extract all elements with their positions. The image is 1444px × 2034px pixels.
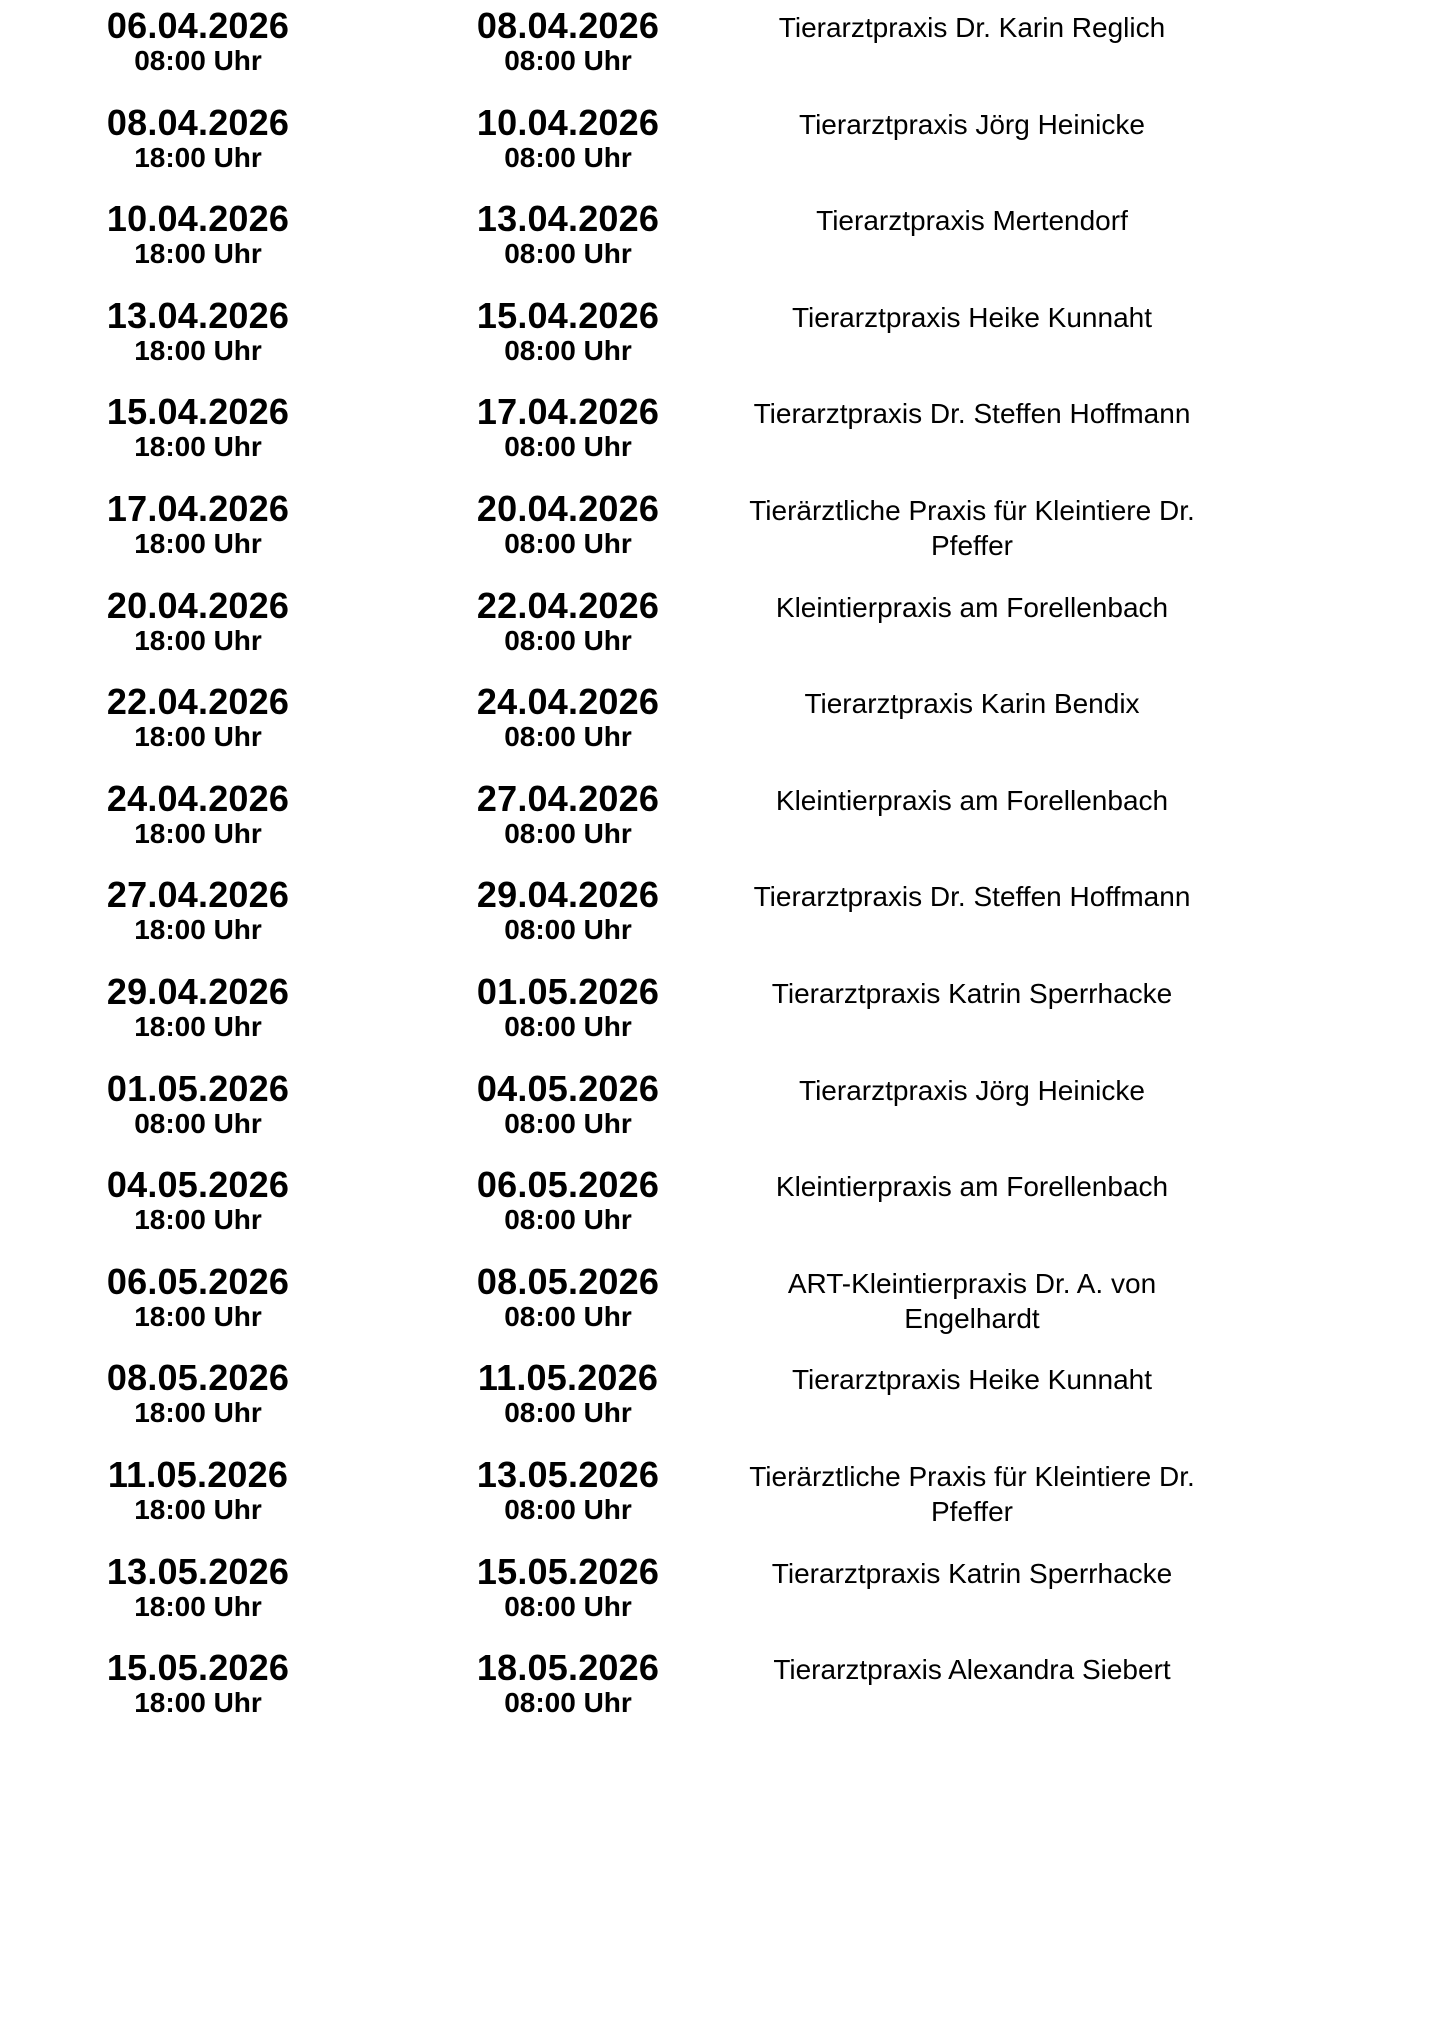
from-cell	[96, 1455, 300, 1527]
to-cell	[466, 972, 670, 1044]
from-cell	[96, 1262, 300, 1334]
from-cell	[96, 199, 300, 271]
to-time: 08:00 Uhr	[504, 238, 632, 270]
to-cell	[466, 1262, 670, 1334]
to-time: 08:00 Uhr	[504, 528, 632, 559]
to-date: 15.05.2026	[476, 1550, 660, 1592]
from-date: 15.04.2026	[106, 391, 290, 433]
practice-cell	[722, 1455, 1222, 1529]
from-date: 17.04.2026	[106, 488, 290, 529]
to-cell	[466, 1358, 670, 1430]
practice-name: Tierarztpraxis Katrin Sperrhacke	[771, 978, 1173, 1009]
from-cell	[96, 1069, 300, 1141]
from-time: 18:00 Uhr	[134, 1204, 262, 1236]
from-cell	[96, 875, 300, 947]
practice-cell	[722, 1069, 1222, 1108]
practice-cell	[722, 103, 1222, 142]
practice-name: Kleintierpraxis am Forellenbach	[775, 784, 1169, 816]
to-date: 29.04.2026	[476, 874, 660, 916]
to-cell	[466, 199, 670, 271]
from-time: 18:00 Uhr	[134, 1397, 262, 1429]
to-date: 24.04.2026	[476, 681, 660, 723]
practice-cell	[722, 392, 1222, 431]
from-time: 18:00 Uhr	[134, 1687, 262, 1719]
practice-cell	[722, 779, 1222, 818]
from-cell	[96, 1648, 300, 1720]
schedule-row	[0, 1648, 1444, 1744]
schedule-row	[0, 1552, 1444, 1648]
from-time: 18:00 Uhr	[134, 141, 262, 173]
practice-name: Tierarztpraxis Heike Kunnaht	[791, 1364, 1152, 1396]
practice-name: Tierärztliche Praxis für Kleintiere Dr. Pfeffer	[749, 1461, 1195, 1527]
to-time: 08:00 Uhr	[504, 1397, 632, 1429]
to-cell	[466, 489, 670, 561]
to-time: 08:00 Uhr	[504, 141, 632, 173]
to-cell	[466, 586, 670, 658]
from-cell	[96, 1165, 300, 1237]
to-cell	[466, 1552, 670, 1624]
practice-name: Tierarztpraxis Jörg Heinicke	[799, 1074, 1145, 1106]
schedule-row	[0, 779, 1444, 875]
from-time: 18:00 Uhr	[134, 817, 262, 849]
to-cell	[466, 1648, 670, 1720]
to-cell	[466, 1069, 670, 1141]
practice-name: Kleintierpraxis am Forellenbach	[775, 591, 1169, 623]
to-date: 18.05.2026	[476, 1647, 660, 1689]
practice-name: Kleintierpraxis am Forellenbach	[775, 1171, 1169, 1203]
from-date: 06.05.2026	[106, 1260, 290, 1302]
from-cell	[96, 1358, 300, 1430]
to-date: 04.05.2026	[476, 1067, 660, 1109]
from-date: 20.04.2026	[106, 584, 290, 626]
to-time: 08:00 Uhr	[504, 1494, 632, 1525]
to-cell	[466, 1165, 670, 1237]
from-date: 13.04.2026	[106, 294, 290, 336]
practice-cell	[722, 1552, 1222, 1591]
practice-name: Tierarztpraxis Katrin Sperrhacke	[771, 1557, 1173, 1589]
schedule-row	[0, 1455, 1444, 1551]
from-date: 01.05.2026	[106, 1067, 290, 1109]
from-time: 18:00 Uhr	[134, 431, 262, 463]
practice-name: Tierarztpraxis Dr. Steffen Hoffmann	[753, 398, 1191, 430]
from-date: 24.04.2026	[106, 777, 290, 819]
practice-name: Tierarztpraxis Alexandra Siebert	[773, 1654, 1171, 1686]
to-date: 22.04.2026	[476, 584, 660, 626]
from-cell	[96, 392, 300, 464]
to-time: 08:00 Uhr	[504, 1011, 632, 1042]
from-date: 22.04.2026	[106, 681, 290, 723]
from-time: 08:00 Uhr	[134, 45, 262, 76]
to-cell	[466, 682, 670, 754]
practice-name: Tierarztpraxis Karin Bendix	[804, 688, 1140, 720]
to-cell	[466, 103, 670, 175]
from-date: 13.05.2026	[106, 1550, 290, 1592]
from-time: 18:00 Uhr	[134, 334, 262, 366]
practice-cell	[722, 972, 1222, 1011]
from-time: 18:00 Uhr	[134, 1300, 262, 1332]
from-date: 08.04.2026	[106, 101, 290, 143]
from-time: 18:00 Uhr	[134, 721, 262, 753]
to-date: 13.05.2026	[476, 1454, 660, 1495]
from-time: 08:00 Uhr	[134, 1107, 262, 1139]
to-date: 06.05.2026	[476, 1164, 660, 1206]
to-date: 01.05.2026	[476, 971, 660, 1012]
to-cell	[466, 6, 670, 78]
to-date: 15.04.2026	[476, 294, 660, 336]
to-time: 08:00 Uhr	[504, 431, 632, 463]
practice-name: Tierärztliche Praxis für Kleintiere Dr. Pfeffer	[749, 495, 1195, 561]
to-date: 08.04.2026	[476, 5, 660, 46]
to-cell	[466, 392, 670, 464]
practice-name: Tierarztpraxis Heike Kunnaht	[791, 301, 1152, 333]
schedule-row	[0, 1069, 1444, 1165]
schedule-row	[0, 875, 1444, 971]
from-date: 27.04.2026	[106, 874, 290, 916]
practice-cell	[722, 682, 1222, 721]
from-cell	[96, 972, 300, 1044]
to-cell	[466, 1455, 670, 1527]
to-date: 10.04.2026	[476, 101, 660, 143]
to-time: 08:00 Uhr	[504, 1687, 632, 1719]
schedule-row	[0, 392, 1444, 488]
practice-cell	[722, 1648, 1222, 1687]
from-cell	[96, 586, 300, 658]
from-cell	[96, 296, 300, 368]
practice-cell	[722, 489, 1222, 563]
to-date: 27.04.2026	[476, 777, 660, 819]
practice-cell	[722, 6, 1222, 45]
from-time: 18:00 Uhr	[134, 1590, 262, 1622]
from-cell	[96, 6, 300, 78]
from-cell	[96, 489, 300, 561]
schedule-row	[0, 1262, 1444, 1358]
to-cell	[466, 779, 670, 851]
practice-cell	[722, 296, 1222, 335]
to-date: 17.04.2026	[476, 391, 660, 433]
schedule-row	[0, 586, 1444, 682]
to-time: 08:00 Uhr	[504, 1300, 632, 1332]
from-date: 08.05.2026	[106, 1357, 290, 1399]
from-date: 29.04.2026	[106, 971, 290, 1012]
to-time: 08:00 Uhr	[504, 721, 632, 753]
schedule-row	[0, 1358, 1444, 1454]
from-cell	[96, 1552, 300, 1624]
from-cell	[96, 103, 300, 175]
to-date: 20.04.2026	[476, 488, 660, 529]
schedule-row	[0, 199, 1444, 295]
practice-name: Tierarztpraxis Dr. Karin Reglich	[778, 12, 1166, 43]
to-date: 08.05.2026	[476, 1260, 660, 1302]
to-time: 08:00 Uhr	[504, 817, 632, 849]
from-cell	[96, 779, 300, 851]
to-date: 13.04.2026	[476, 198, 660, 240]
to-time: 08:00 Uhr	[504, 1204, 632, 1236]
from-time: 18:00 Uhr	[134, 1494, 262, 1525]
schedule-row	[0, 103, 1444, 199]
to-time: 08:00 Uhr	[504, 914, 632, 946]
from-time: 18:00 Uhr	[134, 238, 262, 270]
to-time: 08:00 Uhr	[504, 45, 632, 76]
from-date: 15.05.2026	[106, 1647, 290, 1689]
schedule-row	[0, 296, 1444, 392]
practice-name: Tierarztpraxis Mertendorf	[816, 205, 1128, 237]
from-cell	[96, 682, 300, 754]
to-cell	[466, 296, 670, 368]
from-time: 18:00 Uhr	[134, 624, 262, 656]
practice-cell	[722, 1165, 1222, 1204]
practice-cell	[722, 875, 1222, 914]
practice-cell	[722, 1358, 1222, 1397]
from-time: 18:00 Uhr	[134, 914, 262, 946]
from-date: 10.04.2026	[106, 198, 290, 240]
to-time: 08:00 Uhr	[504, 1107, 632, 1139]
to-date: 11.05.2026	[477, 1357, 659, 1399]
practice-cell	[722, 199, 1222, 238]
practice-cell	[722, 586, 1222, 625]
practice-name: Tierarztpraxis Dr. Steffen Hoffmann	[753, 881, 1191, 913]
from-date: 06.04.2026	[106, 5, 290, 46]
from-date: 04.05.2026	[106, 1164, 290, 1206]
from-date: 11.05.2026	[107, 1454, 289, 1495]
from-time: 18:00 Uhr	[134, 528, 262, 559]
to-cell	[466, 875, 670, 947]
schedule-row	[0, 682, 1444, 778]
schedule-row	[0, 6, 1444, 102]
from-time: 18:00 Uhr	[134, 1011, 262, 1042]
to-time: 08:00 Uhr	[504, 624, 632, 656]
schedule-row	[0, 489, 1444, 585]
practice-name: ART-Kleintierpraxis Dr. A. von Engelhardt	[787, 1267, 1157, 1334]
schedule-row	[0, 1165, 1444, 1261]
to-time: 08:00 Uhr	[504, 1590, 632, 1622]
schedule-row	[0, 972, 1444, 1068]
practice-cell	[722, 1262, 1222, 1336]
to-time: 08:00 Uhr	[504, 334, 632, 366]
practice-name: Tierarztpraxis Jörg Heinicke	[799, 108, 1145, 140]
